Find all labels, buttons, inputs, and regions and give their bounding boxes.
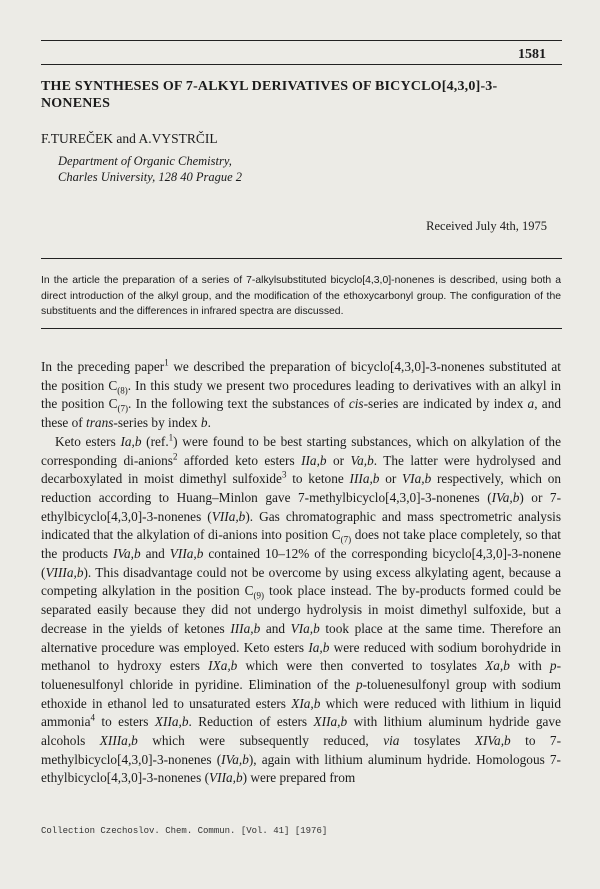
affiliation xyxy=(58,153,242,185)
header-rule-lower xyxy=(41,64,562,65)
journal-citation: Collection Czechoslov. Chem. Commun. [Vol. 41] [1976] xyxy=(41,826,328,836)
page-number: 1581 xyxy=(518,47,546,62)
paragraph-1: In the preceding paper$^1$ we described the preparation of bicyclo[4,3,0]-3-nonenes substituted at the position $C_{(8)}$. In this study we present two procedures leading to derivatives with an alkyl in the position $C_{(7)}$. In the following text the substances of cis-series are indicated by index a, and these of trans-series by index b. xyxy=(41,357,561,431)
header-rule xyxy=(41,40,562,41)
abstract-rule-top xyxy=(41,258,562,259)
body-text xyxy=(41,358,561,788)
authors: F.TUREČEK and A.VYSTRČIL xyxy=(41,131,218,146)
paragraph-2: Keto esters Ia,b (ref.$^1$) were found to be best starting substances, which on alkylation of the corresponding di-anions$^2$ afforded keto esters IIa,b or Va,b. The latter were hydrolysed and decarboxylated in moist dimethyl sulfoxide$^3$ to ketone IIIa,b or VIa,b respectively, which on reduction according to Huang–Minlon gave 7-methylbicyclo[4,3,0]-3-nonenes (IVa,b) or 7-ethylbicyclo[4,3,0]-3-nonenes (VIIa,b). Gas chromatographic and mass spectrometric analysis indicated that the alkylation of di-anions into position $C_{(7)}$ does not take place completely, so that the products IVa,b and VIIa,b contained 10–12% of the corresponding bicyclo[4,3,0]-3-nonene (VIIIa,b). This disadvantage could not be overcome by using excess alkylating agent, because a competing alkylation in the position $C_{(9)}$ took place instead. The by-products formed could be separated easily because they did not undergo hydrolysis in moist dimethyl sulfoxide, but a decrease in the yields of ketones IIIa,b and VIa,b took place at the same time. Therefore an alternative procedure was employed. Keto esters Ia,b were reduced with sodium borohydride in methanol to hydroxy esters IXa,b which were then converted to tosylates Xa,b with p-toluenesulfonyl chloride in pyridine. Elimination of the p-toluenesulfonyl group with sodium ethoxide in ethanol led to unsaturated esters XIa,b which were reduced with lithium in liquid ammonia$^4$ to esters XIIa,b. Reduction of esters XIIa,b with lithium aluminum hydride gave alcohols XIIIa,b which were subsequently reduced, via tosylates XIVa,b to 7-methylbicyclo[4,3,0]-3-nonenes (IVa,b), again with lithium aluminum hydride. Homologous 7-ethylbicyclo[4,3,0]-3-nonenes (VIIa,b) were prepared from xyxy=(41,432,562,786)
affiliation-address: Charles University, 128 40 Prague 2 xyxy=(58,170,243,184)
article-title: THE SYNTHESES OF 7-ALKYL DERIVATIVES OF BICYCLO[4,3,0]-3-NONENES xyxy=(41,79,498,111)
abstract: In the article the preparation of a series of 7-alkylsubstituted bicyclo[4,3,0]-nonenes is described, using both a direct introduction of the alkyl group, and the modification of the ethoxycarbonyl group. The configuration of the substituents and the differences in infrared spectra are discussed. xyxy=(41,275,561,317)
abstract-rule-bottom xyxy=(41,328,562,329)
affiliation-department: Department of Organic Chemistry, xyxy=(58,154,232,168)
received-date: Received July 4th, 1975 xyxy=(426,219,547,233)
